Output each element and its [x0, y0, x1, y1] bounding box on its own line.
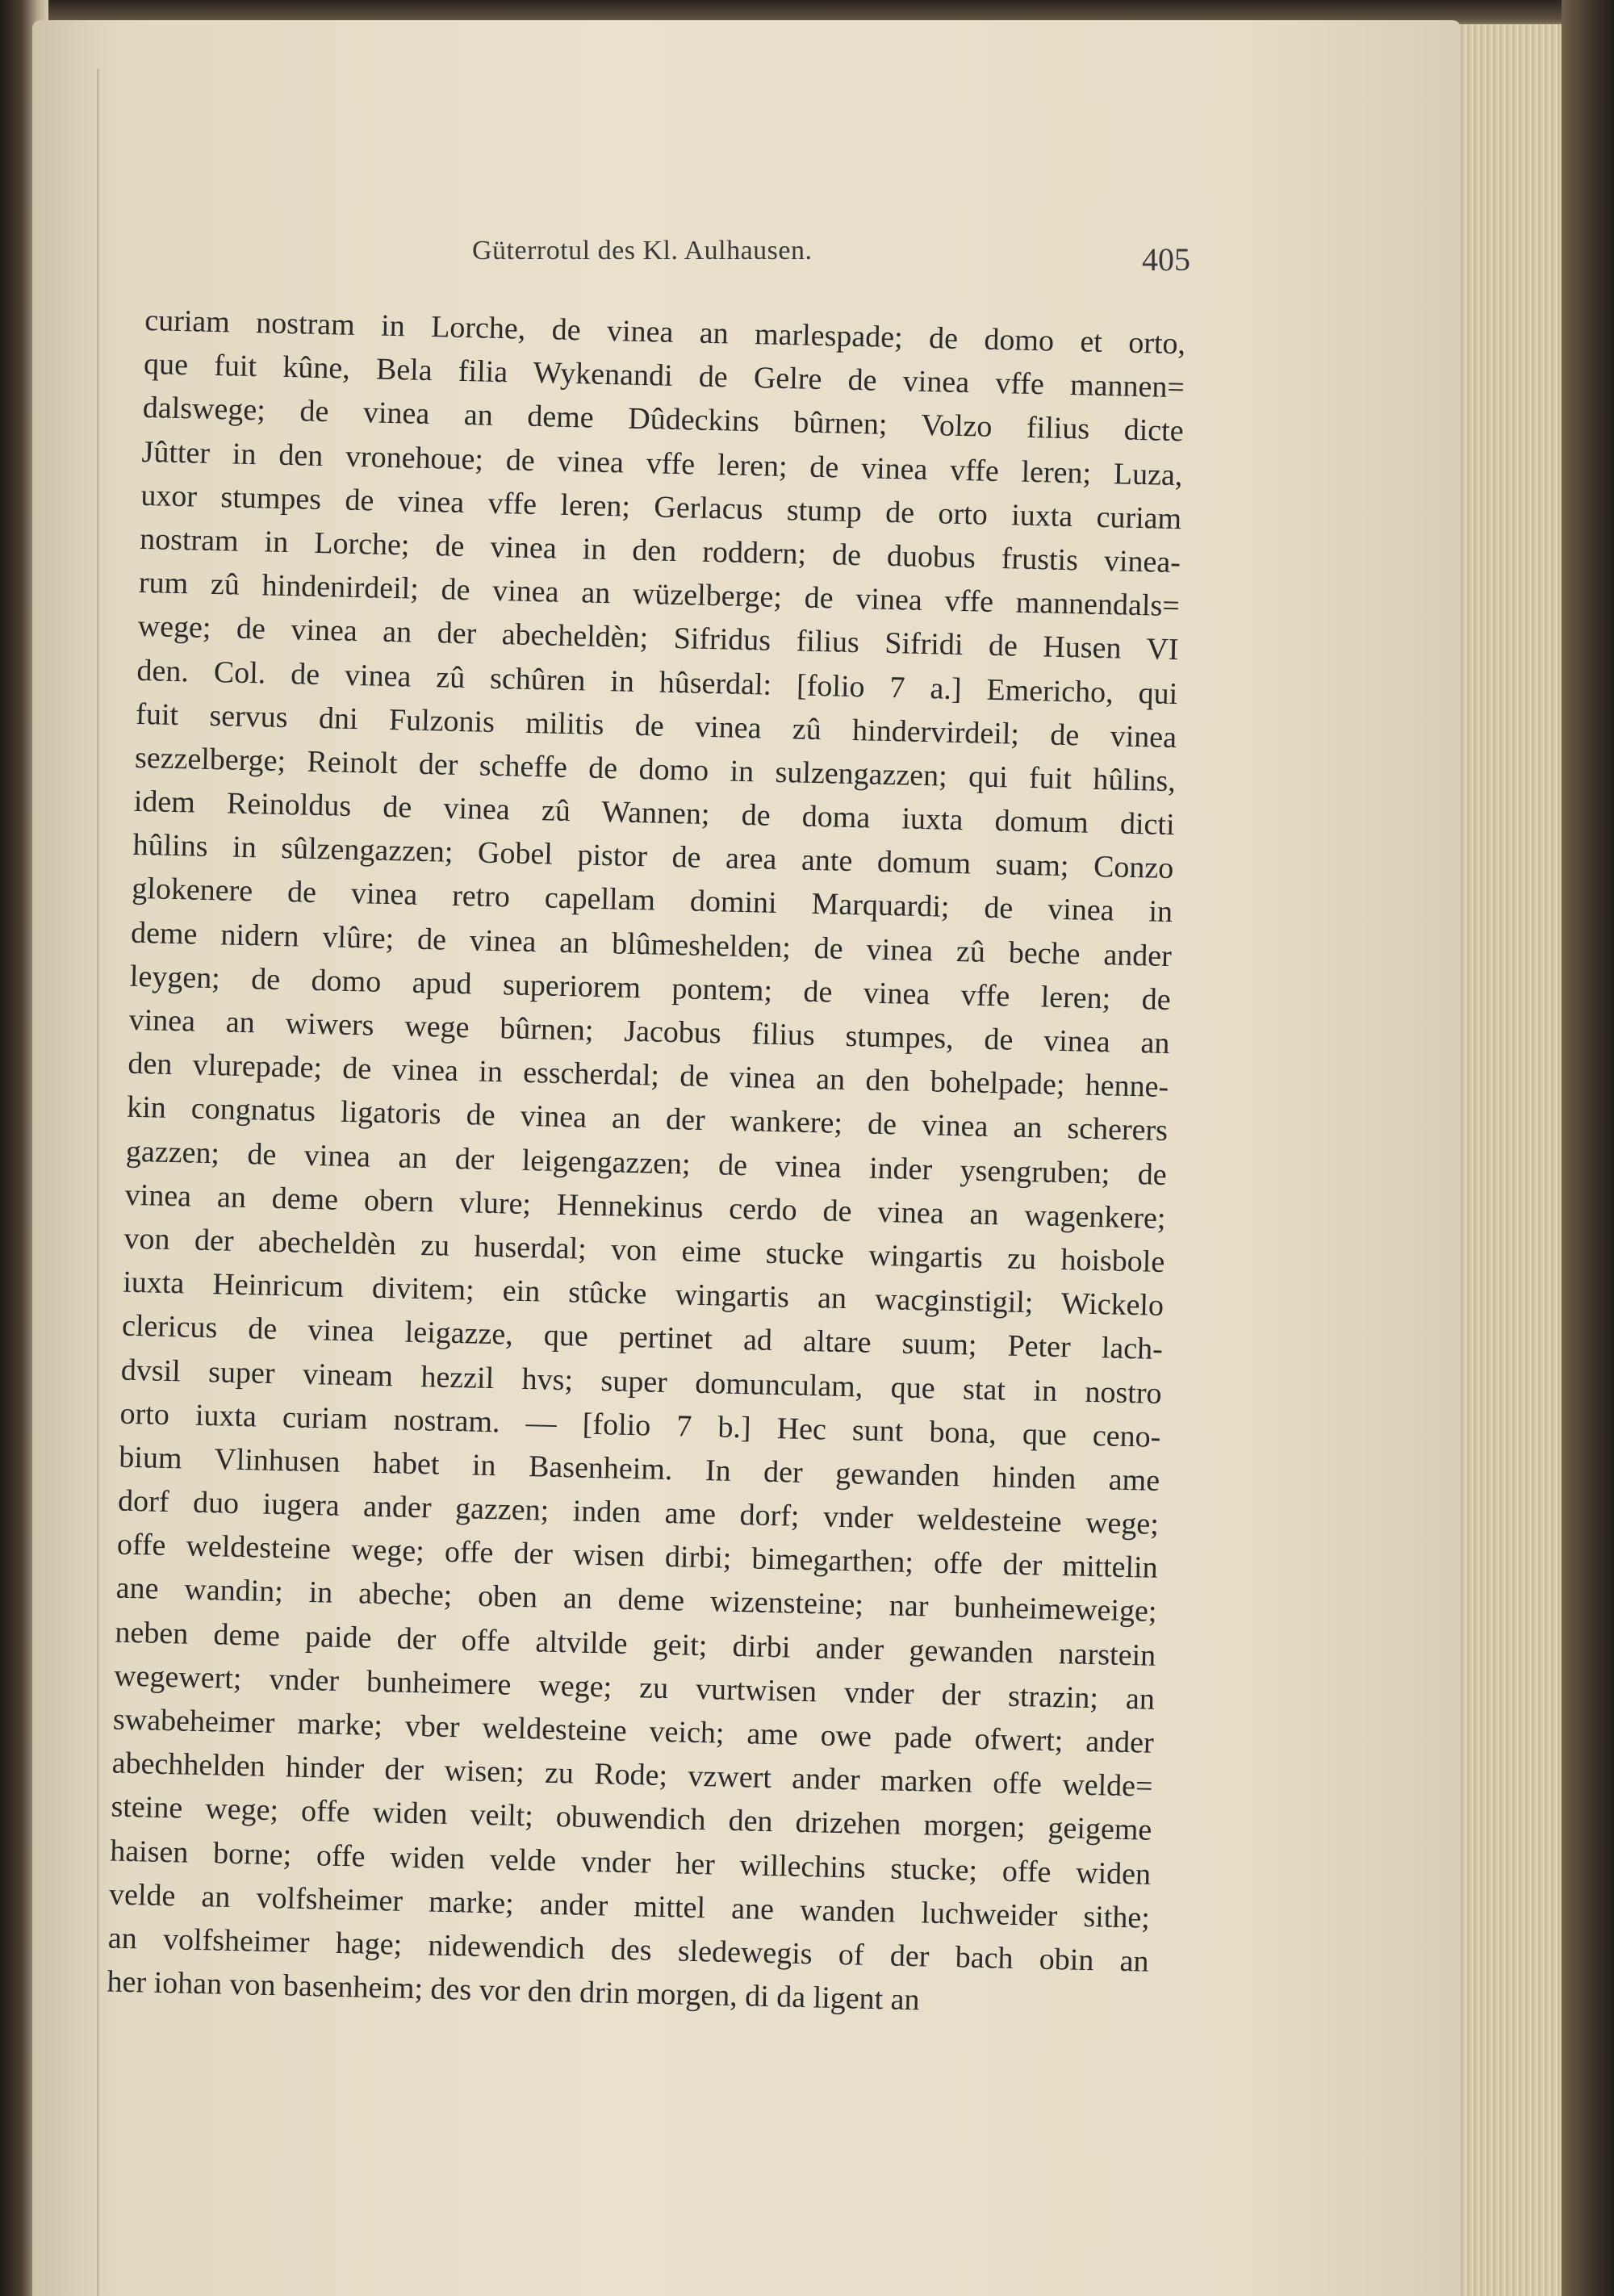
running-title: Güterrotul des Kl. Aulhausen.	[472, 236, 813, 266]
text-line: rum zû hindenirdeil; de vinea an wüzelberge; de vinea vffe mannendals=	[138, 566, 1181, 624]
text-line: ane wandin; in abeche; oben an deme wizensteine; nar bunheimeweige;	[115, 1571, 1157, 1629]
text-line: dorf duo iugera ander gazzen; inden ame dorf; vnder weldesteine wege;	[117, 1483, 1160, 1541]
text-line: deme nidern vlûre; de vinea an blûmeshelden; de vinea zû beche ander	[130, 915, 1173, 973]
body-text	[107, 299, 1186, 2027]
text-line: neben deme paide der offe altvilde geit; dirbi ander gewanden narstein	[115, 1615, 1156, 1673]
text-line: abechhelden hinder der wisen; zu Rode; vzwert ander marken offe welde=	[111, 1746, 1153, 1804]
text-line: glokenere de vinea retro capellam domini Marquardi; de vinea in	[131, 872, 1173, 930]
text-line: orto iuxta curiam nostram. — [folio 7 b.] Hec sunt bona, que ceno-	[119, 1396, 1161, 1454]
text-line: wegewert; vnder bunheimere wege; zu vurtwisen vnder der strazin; an	[113, 1658, 1156, 1717]
text-line: iuxta Heinricum divitem; ein stûcke wingartis an wacginstigil; Wickelo	[122, 1265, 1165, 1324]
text-line: bium Vlinhusen habet in Basenheim. In der gewanden hinden ame	[118, 1440, 1160, 1498]
text-line: dalswege; de vinea an deme Dûdeckins bûrnen; Volzo filius dicte	[142, 391, 1185, 449]
text-line: curiam nostram in Lorche, de vinea an marlespade; de domo et orto,	[144, 303, 1186, 362]
text-line: wege; de vinea an der abecheldèn; Sifridus filius Sifridi de Husen VI	[137, 609, 1179, 667]
page-number: 405	[1142, 241, 1190, 278]
text-line: steine wege; offe widen veilt; obuwendich den drizehen morgen; geigeme	[111, 1789, 1152, 1848]
text-line: clericus de vinea leigazze, que pertinet ad altare suum; Peter lach-	[121, 1308, 1164, 1367]
text-line: offe weldesteine wege; offe der wisen dirbi; bimegarthen; offe der mittelin	[116, 1527, 1159, 1586]
text-line: den vlurepade; de vinea in esscherdal; de vinea an den bohelpade; henne-	[128, 1046, 1169, 1105]
page-header	[472, 236, 1190, 284]
text-line: leygen; de domo apud superiorem pontem; de vinea vffe leren; de	[129, 959, 1172, 1017]
text-line: an volfsheimer hage; nidewendich des sledewegis of der bach obin an	[107, 1921, 1150, 1979]
text-line: kin congnatus ligatoris de vinea an der wankere; de vinea an scherers	[126, 1090, 1169, 1148]
text-line: que fuit kûne, Bela filia Wykenandi de Gelre de vinea vffe mannen=	[143, 347, 1185, 405]
text-line: Jûtter in den vronehoue; de vinea vffe leren; de vinea vffe leren; Luza,	[141, 434, 1183, 492]
text-line: hûlins in sûlzengazzen; Gobel pistor de area ante domum suam; Conzo	[132, 828, 1174, 886]
text-line: fuit servus dni Fulzonis militis de vinea zû hindervirdeil; de vinea	[135, 696, 1177, 755]
text-line: sezzelberge; Reinolt der scheffe de domo in sulzengazzen; qui fuit hûlins,	[134, 740, 1177, 798]
text-line: dvsil super vineam hezzil hvs; super domunculam, que stat in nostro	[120, 1353, 1163, 1411]
text-line: den. Col. de vinea zû schûren in hûserdal: [folio 7 a.] Emericho, qui	[136, 653, 1178, 711]
text-line: idem Reinoldus de vinea zû Wannen; de doma iuxta domum dicti	[133, 784, 1176, 843]
text-line: gazzen; de vinea an der leigengazzen; de vinea inder ysengruben; de	[125, 1134, 1168, 1192]
gutter-shadow	[97, 69, 100, 2296]
text-line: vinea an deme obern vlure; Hennekinus cerdo de vinea an wagenkere;	[124, 1177, 1166, 1236]
text-line: velde an volfsheimer marke; ander mittel ane wanden luchweider sithe;	[108, 1877, 1151, 1935]
text-line: vinea an wiwers wege bûrnen; Jacobus filius stumpes, de vinea an	[128, 1002, 1170, 1061]
text-line: swabeheimer marke; vber weldesteine veich; ame owe pade ofwert; ander	[112, 1702, 1155, 1760]
text-line: uxor stumpes de vinea vffe leren; Gerlacus stump de orto iuxta curiam	[140, 478, 1182, 536]
book-cover-edge	[1562, 0, 1614, 2296]
text-line: haisen borne; offe widen velde vnder her willechins stucke; offe widen	[109, 1834, 1152, 1892]
text-line: her iohan von basenheim; des vor den drin morgen, di da ligent an	[107, 1964, 921, 2018]
text-line: nostram in Lorche; de vinea in den roddern; de duobus frustis vinea-	[139, 521, 1181, 580]
text-line: von der abecheldèn zu huserdal; von eime stucke wingartis zu hoisbole	[123, 1221, 1165, 1279]
